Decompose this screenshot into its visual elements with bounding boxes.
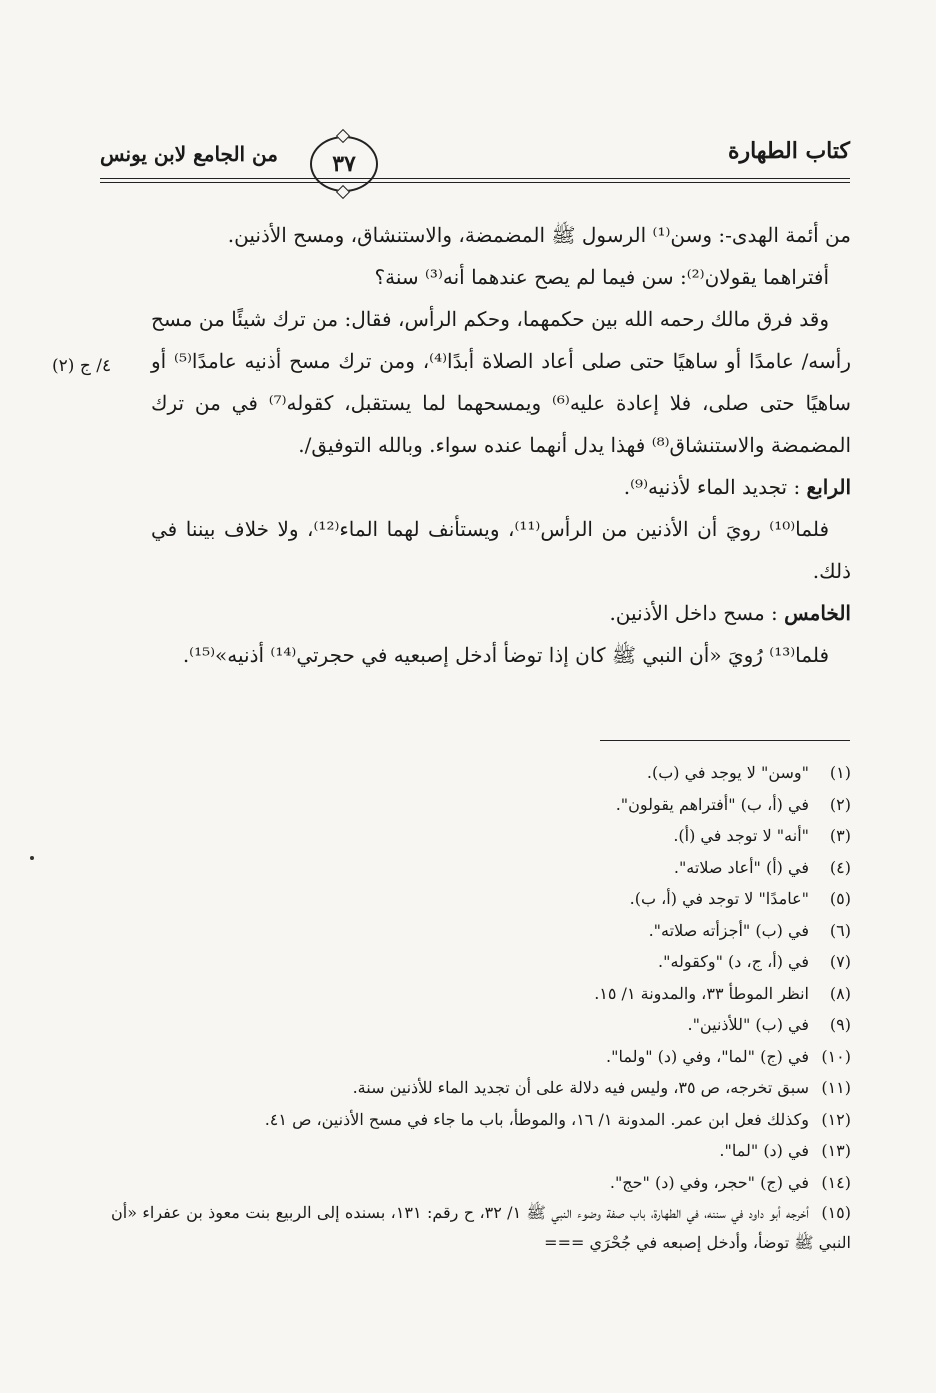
main-text — [151, 214, 851, 676]
footnote-13 — [111, 1135, 851, 1167]
footnote-text: "أنه" لا توجد في (أ). — [673, 826, 809, 845]
footnote-3 — [111, 820, 851, 852]
footnote-number: (٦) — [829, 920, 851, 940]
footnote-number: (١) — [829, 763, 851, 782]
footnote-text: في (أ، ج، د) "وكقوله". — [658, 952, 809, 971]
paragraph-1: من أئمة الهدى-: وسن⁽¹⁾ الرسول ﷺ المضمضة، والاستنشاق، ومسح الأذنين. — [227, 223, 851, 247]
scan-speck — [30, 856, 34, 860]
footnote-text: أخرجه أبو داود في سننه، في الطهارة، باب صفة وضوء النبي ﷺ ١/ ٣٢، ح رقم: ١٣١، بسنده إلى الربيع بنت معوذ بن عفراء «أن النبي ﷺ توضأ، وأدخل إصبعه في جُحْرَي === — [111, 1203, 851, 1252]
footnote-9 — [111, 1009, 851, 1041]
footnote-number: (٧) — [829, 952, 851, 971]
footnote-text: في (أ، ب) "أفتراهم يقولون". — [615, 794, 809, 814]
footnote-2 — [111, 789, 851, 821]
footnote-number: (١١) — [821, 1078, 851, 1097]
section-4-title: : تجديد الماء لأذنيه⁽⁹⁾. — [623, 475, 801, 499]
section-4-heading-line — [151, 466, 851, 508]
footnote-text: انظر الموطأ ٣٣، والمدونة ١/ ١٥. — [594, 983, 809, 1003]
footnote-15 — [111, 1198, 851, 1258]
footnote-number: (١٤) — [821, 1172, 851, 1192]
footnote-text: في (أ) "أعاد صلاته". — [673, 857, 809, 877]
section-5-heading-line — [151, 592, 851, 634]
footnote-14 — [111, 1167, 851, 1199]
footnote-text: وكذلك فعل ابن عمر. المدونة ١/ ١٦، والموطأ، باب ما جاء في مسح الأذنين، ص ٤١. — [264, 1109, 809, 1129]
footnote-text: في (ج) "حجر، وفي (د) "حج". — [609, 1172, 809, 1192]
footnote-number: (١٢) — [821, 1109, 851, 1129]
footnote-8 — [111, 978, 851, 1010]
footnote-text: في (ج) "لما"، وفي (د) "ولما". — [606, 1046, 809, 1066]
footnote-12 — [111, 1104, 851, 1136]
page-number: ٣٧ — [332, 151, 356, 177]
footnote-number: (٩) — [829, 1015, 851, 1034]
footnote-number: (١٣) — [821, 1141, 851, 1160]
footnote-number: (١٥) — [821, 1203, 851, 1222]
section-5-heading: الخامس — [784, 601, 851, 625]
section-5-title: : مسح داخل الأذنين. — [609, 601, 778, 625]
paragraph-3: وقد فرق مالك رحمه الله بين حكمهما، وحكم الرأس، فقال: من ترك شيئًا من مسح رأسه/ عامدًا أو ساهيًا حتى صلى أعاد الصلاة أبدًا⁽⁴⁾، ومن ترك مسح أذنيه عامدًا⁽⁵⁾ أو ساهيًا حتى صلى، فلا إعادة عليه⁽⁶⁾ ويمسحهما لما يستقبل، كقوله⁽⁷⁾ في من ترك المضمضة والاستنشاق⁽⁸⁾ فهذا يدل أنهما عنده سواء. وبالله التوفيق/. — [151, 307, 852, 457]
footnote-number: (٥) — [829, 889, 851, 908]
footnote-text: "عامدًا" لا توجد في (أ، ب). — [629, 889, 809, 908]
chapter-title: كتاب الطهارة — [727, 138, 850, 164]
footnote-10 — [111, 1041, 851, 1073]
footnote-11 — [111, 1072, 851, 1104]
page-number-medallion — [310, 136, 378, 192]
header-rule — [100, 178, 850, 179]
footnote-4 — [111, 852, 851, 884]
footnote-text: سبق تخرجه، ص ٣٥، وليس فيه دلالة على أن تجديد الماء للأذنين سنة. — [352, 1078, 809, 1097]
margin-note: ٤/ ج (٢) — [52, 356, 112, 376]
header-rule-secondary — [100, 182, 850, 183]
page-header — [100, 128, 850, 194]
footnotes — [111, 757, 851, 1258]
footnote-text: في (د) "لما". — [719, 1141, 809, 1160]
footnote-number: (٤) — [829, 857, 851, 877]
footnote-text: في (ب) "أجزأته صلاته". — [648, 920, 809, 940]
footnote-5 — [111, 883, 851, 915]
section-4-heading: الرابع — [806, 475, 851, 499]
section-4-text: فلما⁽¹⁰⁾ رويَ أن الأذنين من الرأس⁽¹¹⁾، ويستأنف لهما الماء⁽¹²⁾، ولا خلاف بيننا في ذلك. — [151, 517, 851, 583]
footnote-6 — [111, 915, 851, 947]
footnote-number: (٢) — [829, 794, 851, 814]
section-5-text: فلما⁽¹³⁾ رُويَ «أن النبي ﷺ كان إذا توضأ أدخل إصبعيه في حجرتي⁽¹⁴⁾ أذنيه»⁽¹⁵⁾. — [182, 643, 829, 667]
footnote-7 — [111, 946, 851, 978]
paragraph-2: أفتراهما يقولان⁽²⁾: سن فيما لم يصح عندهما أنه⁽³⁾ سنة؟ — [374, 265, 829, 289]
footnote-1 — [111, 757, 851, 789]
footnote-separator — [600, 740, 850, 741]
footnote-number: (٨) — [829, 983, 851, 1003]
footnote-text: في (ب) "للأذنين". — [687, 1015, 809, 1034]
book-title: من الجامع لابن يونس — [100, 142, 278, 166]
footnote-number: (١٠) — [821, 1046, 851, 1066]
footnote-text: "وسن" لا يوجد في (ب). — [646, 763, 809, 782]
footnote-number: (٣) — [829, 826, 851, 845]
